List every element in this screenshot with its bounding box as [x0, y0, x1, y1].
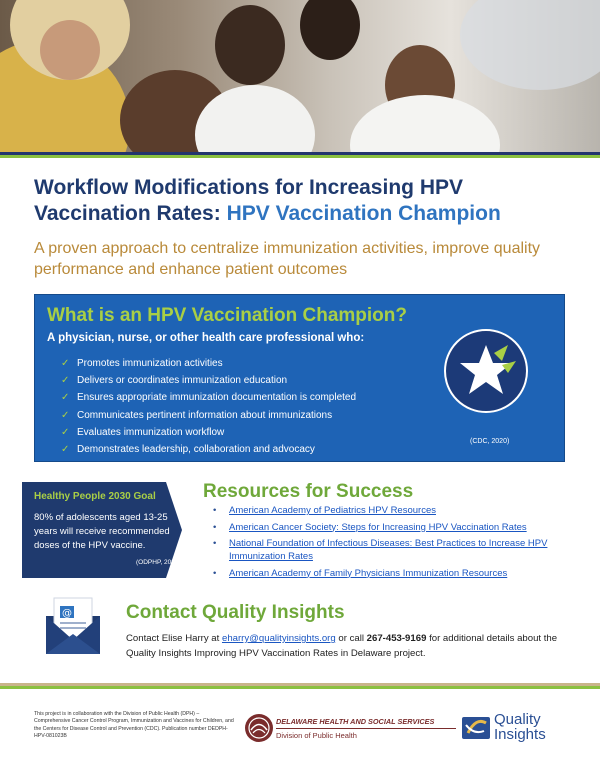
contact-email-link[interactable]: eharry@qualityinsights.org — [221, 633, 336, 644]
envelope-email-icon — [40, 596, 106, 656]
champion-box — [34, 294, 565, 462]
checkmark-icon: ✓ — [61, 375, 70, 387]
healthy-people-title: Healthy People 2030 Goal — [34, 491, 156, 502]
list-item: ✓ Ensures appropriate immunization documentation is completed — [61, 389, 356, 406]
resource-link-aap[interactable]: American Academy of Pediatrics HPV Resources — [229, 505, 436, 516]
checkmark-icon: ✓ — [61, 358, 70, 369]
healthy-people-text: 80% of adolescents aged 13-25 years will receive recommended doses of the HPV vaccine. — [34, 512, 170, 551]
list-item — [213, 567, 583, 580]
resource-link-nfid[interactable]: National Foundation of Infectious Diseases: Best Practices to Increase HPV Immunization Rates — [229, 538, 548, 562]
contact-phone: 267-453-9169 — [366, 633, 427, 644]
checkmark-icon: ✓ — [61, 443, 70, 455]
list-item: ✓ Demonstrates leadership, collaboration and advocacy — [61, 441, 356, 458]
list-item — [213, 537, 583, 563]
list-item: ✓ Communicates pertinent information about immunizations — [61, 407, 356, 424]
champion-citation: (CDC, 2020) — [470, 438, 510, 445]
bullet-icon: • — [213, 521, 217, 533]
quality-insights-logo — [460, 711, 492, 748]
list-item: ✓ Delivers or coordinates immunization education — [61, 372, 356, 389]
hero-stripe-green — [0, 155, 600, 158]
dhss-name: DELAWARE HEALTH AND SOCIAL SERVICES — [276, 717, 435, 726]
champion-heading: What is an HPV Vaccination Champion? — [47, 305, 407, 326]
checkmark-icon: ✓ — [61, 426, 70, 438]
dhss-divider — [276, 728, 456, 729]
bullet-icon: • — [213, 567, 217, 579]
hero-photo — [0, 0, 600, 152]
quality-insights-wordmark: Quality Insights — [494, 711, 546, 743]
champion-list — [61, 355, 356, 458]
list-item: ✓ Evaluates immunization workflow — [61, 424, 356, 441]
healthy-people-box — [22, 482, 182, 578]
dhss-division: Division of Public Health — [276, 731, 357, 740]
resources-heading: Resources for Success — [203, 481, 414, 502]
title-main: Workflow Modifications for Increasing HPV Vaccination Rates: — [34, 176, 463, 225]
checkmark-icon: ✓ — [61, 392, 70, 404]
footer-stripe-green — [0, 686, 600, 689]
dhss-seal-logo — [244, 713, 274, 748]
bullet-icon: • — [213, 538, 217, 549]
resource-link-aafp[interactable]: American Academy of Family Physicians Immunization Resources — [229, 567, 508, 579]
svg-text:@: @ — [62, 608, 72, 619]
footer-disclaimer: This project is in collaboration with the Division of Public Health (DPH) – Comprehensive Cancer Control Program, Immunization and Vaccines for Children, and the Centers for Disease Control and Prevention (CDC). Publication number DEDPH-HPV-081023B — [34, 711, 234, 739]
healthy-people-citation: (ODPHP, 2020) — [136, 559, 181, 566]
star-badge-icon — [444, 329, 528, 413]
list-item: ✓ Promotes immunization activities — [61, 355, 356, 372]
resource-link-acs[interactable]: American Cancer Society: Steps for Increasing HPV Vaccination Rates — [229, 521, 527, 533]
list-item — [213, 504, 583, 517]
contact-text: Contact Elise Harry at eharry@qualityinsights.org or call 267-453-9169 for additional details about the Quality Insights Improving HPV Vaccination Rates in Delaware project. — [126, 633, 558, 659]
checkmark-icon: ✓ — [61, 409, 70, 421]
page-title — [34, 175, 574, 227]
title-accent: HPV Vaccination Champion — [226, 202, 501, 225]
contact-heading: Contact Quality Insights — [126, 602, 345, 623]
bullet-icon: • — [213, 505, 217, 516]
resources-list — [213, 504, 583, 583]
list-item — [213, 521, 583, 534]
champion-lead: A physician, nurse, or other health care professional who: — [47, 332, 365, 344]
page-subtitle: A proven approach to centralize immunization activities, improve quality performance and enhance patient outcomes — [34, 240, 541, 278]
